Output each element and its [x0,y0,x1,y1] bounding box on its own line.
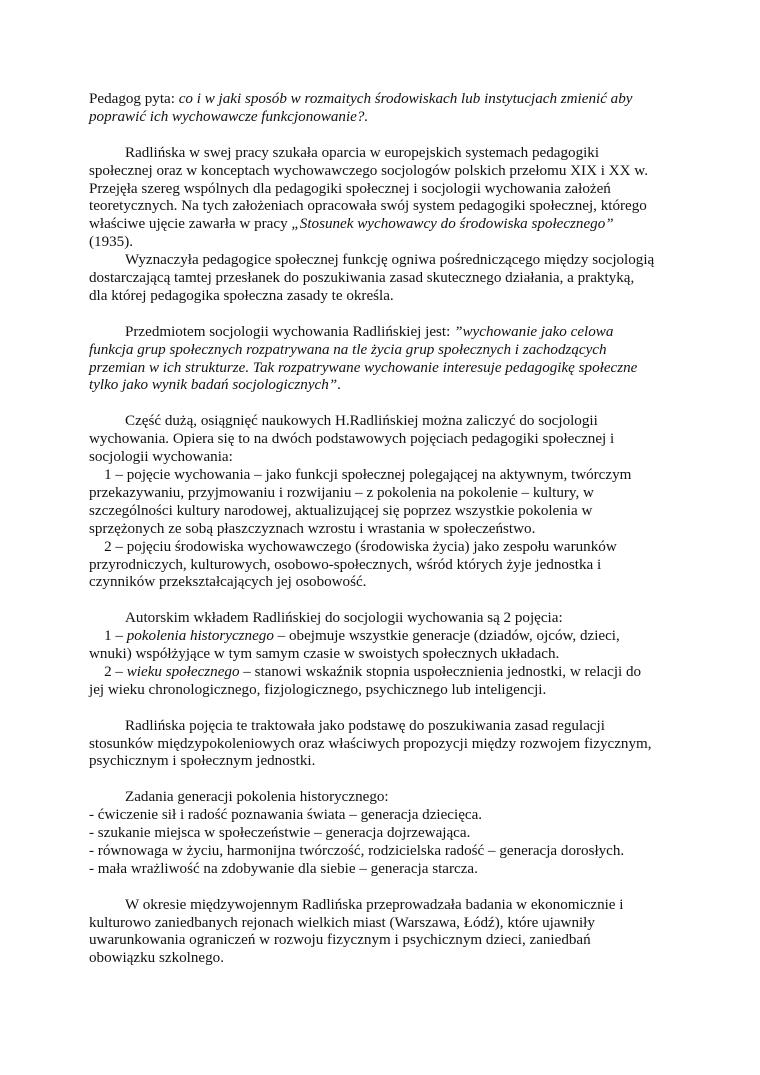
p5-item-1 [89,628,656,664]
paragraph-sources [89,145,656,252]
paragraph-authorial [89,610,656,700]
paragraph-concepts [89,413,656,592]
p5-item-2-term: wieku społecznego [126,663,240,680]
paragraph-research: W okresie międzywojennym Radlińska przeprowadzała badania w ekonomicznie i kulturowo zaniedbanych rejonach wielkich miast (Warszawa, Łódź), które ujawniły uwarunkowania ograniczeń w rozwoju fizycznym i psychicznym dzieci, zaniedbań obowiązku szkolnego. [89,896,624,967]
paragraph-subject [89,324,656,396]
p5-item-1-term: pokolenia historycznego [126,628,274,645]
p4-item-2-text: 2 – pojęciu środowiska wychowawczego (środowiska życia) jako zespołu warunków przyrodniczych, kulturowych, osobowo-społecznych, wśród których żyje jednostka i czynników przekształcających jej osobowość. [89,538,617,591]
p4-item-1 [89,467,656,539]
list-item: - mała wrażliwość na zdobywanie dla siebie – generacja starcza. [89,860,478,877]
intro-lead: Pedagog pyta: [89,91,179,107]
p5-item-2 [89,664,656,700]
p3-quote: ”wychowanie jako celowa funkcja grup społecznych rozpatrywana na tle życia grup społecznych i zachodzących przemian w ich strukturze. Tak rozpatrywane wychowanie interesuje pedagogikę społeczne tylko jako wynik badań socjologicznych” [89,323,638,394]
list-item: - ćwiczenie sił i radość poznawania świata – generacja dziecięca. [89,807,483,824]
p7-heading: Zadania generacji pokolenia historycznego: [125,789,389,806]
list-item: - równowaga w życiu, harmonijna twórczość, rodzicielska radość – generacja dorosłych. [89,842,625,859]
p1-work-title: „Stosunek wychowawcy do środowiska społecznego” [291,216,614,233]
p5-item-1-rest: – obejmuje wszystkie generacje (dziadów, ojców, dzieci, wnuki) współżyjące w tym samym czasie w swoistych społecznych układach. [89,628,620,663]
p5-item-1-num: 1 – [104,628,127,645]
p1-text: Radlińska w swej pracy szukała oparcia w europejskich systemach pedagogiki społecznej oraz w konceptach wychowawczego socjologów polskich przełomu XIX i XX w. Przejęła szereg wspólnych dla pedagogiki społecznej i socjologii wychowania założeń teoretycznych. Na tych założeniach opracowała swój system pedagogiki społecznej, którego właściwe ujęcie zawarła w pracy [89,144,648,233]
intro-question: co i w jaki sposób w rozmaitych środowiskach lub instytucjach zmienić aby poprawić ich wychowawcze funkcjonowanie?. [89,91,633,125]
paragraph-generations [89,789,656,879]
p1-year: (1935). [89,234,134,251]
p4-intro: Część dużą, osiągnięć naukowych H.Radlińskiej można zaliczyć do socjologii wychowania. Opiera się to na dwóch podstawowych pojęciach pedagogiki społecznej i socjologii wychowania: [89,413,615,466]
paragraph-function: Wyznaczyła pedagogice społecznej funkcję ogniwa pośredniczącego między socjologią dostarczającą tamtej przesłanek do poszukiwania zasad skutecznego działania, a praktyką, dla której pedagogika społeczna zasady te określa. [89,252,655,304]
p4-item-1-text: 1 – pojęcie wychowania – jako funkcji społecznej polegającej na aktywnym, twórczym przekazywaniu, przyjmowaniu i rozwijaniu – z pokolenia na pokolenie – kultury, w szczególności kultury narodowej, aktualizującej się poprzez wszystkie pokolenia w sprzężonych ze sobą płaszczyznach wzrostu i wrastania w społeczeństwo. [89,466,632,537]
list-item: - szukanie miejsca w społeczeństwie – generacja dojrzewająca. [89,825,471,842]
p5-intro: Autorskim wkładem Radlińskiej do socjologii wychowania są 2 pojęcia: [125,610,563,627]
p5-item-2-rest: – stanowi wskaźnik stopnia uspołecznienia jednostki, w relacji do jej wieku chronologicznego, fizjologicznego, psychicznego lub inteligencji. [89,663,642,698]
p3-lead: Przedmiotem socjologii wychowania Radlińskiej jest: [125,323,455,340]
p3-end: . [337,377,341,394]
intro-paragraph [89,91,656,127]
p4-item-2 [89,539,656,593]
paragraph-regulation: Radlińska pojęcia te traktowała jako podstawę do poszukiwania zasad regulacji stosunków międzypokoleniowych oraz właściwych propozycji między rozwojem fizycznym, psychicznym i społecznym jednostki. [89,717,652,770]
p5-item-2-num: 2 – [104,663,127,680]
